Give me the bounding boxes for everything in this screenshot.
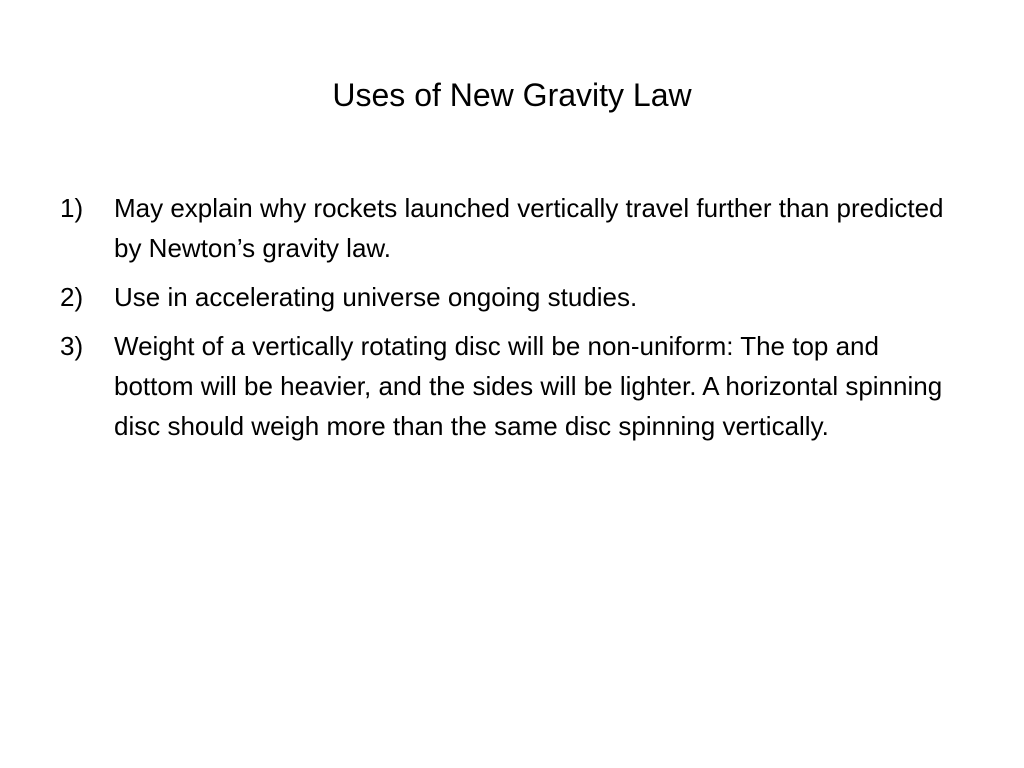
- slide-title: Uses of New Gravity Law: [332, 77, 692, 113]
- list-item-text: May explain why rockets launched vertically travel further than predicted by Newton’s gravity law.: [114, 193, 944, 263]
- list-item-number: 3): [60, 331, 84, 361]
- list-item-text: Weight of a vertically rotating disc will be non-uniform: The top and bottom will be heavier, and the sides will be lighter. A horizontal spinning disc should weigh more than the same disc spinning vertically.: [114, 331, 943, 441]
- list-item: [60, 277, 960, 317]
- list-item: [60, 326, 960, 446]
- numbered-list: [60, 188, 960, 455]
- list-item: [60, 188, 960, 268]
- list-item-text: Use in accelerating universe ongoing studies.: [114, 282, 638, 312]
- list-item-number: 2): [60, 282, 84, 312]
- list-item-number: 1): [60, 193, 84, 223]
